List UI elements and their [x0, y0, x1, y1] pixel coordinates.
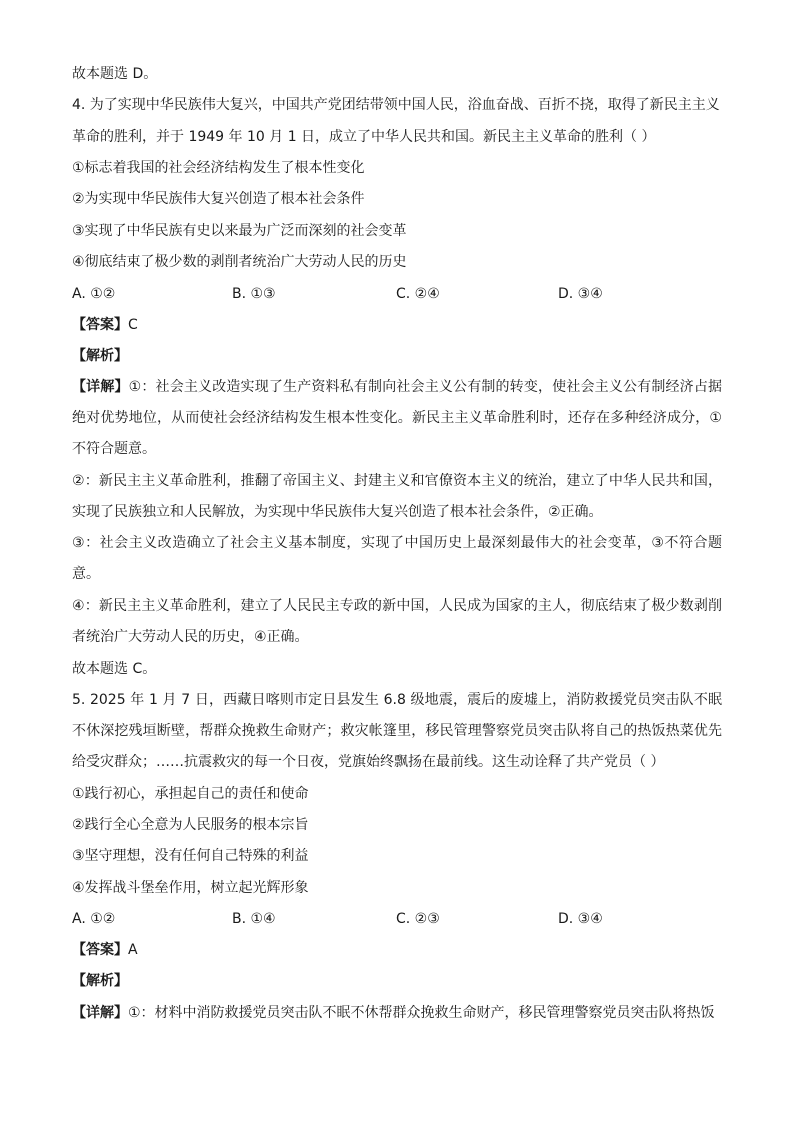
q5-statement-2: ②践行全心全意为人民服务的根本宗旨: [72, 817, 309, 833]
q5-detail-1: [72, 1003, 732, 1023]
q4-detail-3: ③：社会主义改造确立了社会主义基本制度，实现了中国历史上最深刻最伟大的社会变革，③不符合题意。: [72, 535, 722, 582]
prev-conclusion: 故本题选 D。: [72, 66, 158, 82]
q4-option-d: D. ③④: [558, 286, 603, 302]
q5-answer: A: [128, 942, 138, 958]
q4-option-b: B. ①③: [232, 286, 276, 302]
q4-detail-1: [72, 372, 722, 465]
q4-analysis-tag: [72, 346, 732, 366]
q5-statement-1: ①践行初心，承担起自己的责任和使命: [72, 786, 309, 802]
q4-stem-line-2: 革命的胜利，并于 1949 年 10 月 1 日，成立了中华人民共和国。新民主主义革命的胜利（ ）: [72, 129, 656, 145]
q4-statement-1: ①标志着我国的社会经济结构发生了根本性变化: [72, 160, 365, 176]
q5-stem: 5. 2025 年 1 月 7 日，西藏日喀则市定日县发生 6.8 级地震，震后的废墟上，消防救援党员突击队不眠不休深挖残垣断壁，帮群众挽救生命财产；救灾帐篷里，移民管理警察党员突击队将自己的热饭热菜优先给受灾群众；……抗震救灾的每一个日夜，党旗始终飘扬在最前线。这生动诠释了共产党员（ ）: [72, 692, 722, 770]
q4-detail-1-text: ①：社会主义改造实现了生产资料私有制向社会主义公有制的转变，使社会主义公有制经济占据绝对优势地位，从而使社会经济结构发生根本性变化。新民主主义革命胜利时，还存在多种经济成分，①不符合题意。: [72, 379, 722, 457]
answer-tag: 【答案】: [72, 942, 128, 958]
q4-detail-4: ④：新民主主义革命胜利，建立了人民民主专政的新中国，人民成为国家的主人，彻底结束了极少数剥削者统治广大劳动人民的历史，④正确。: [72, 598, 722, 645]
q5-option-c: C. ②③: [396, 911, 440, 927]
q4-statement-3: ③实现了中华民族有史以来最为广泛而深刻的社会变革: [72, 223, 407, 239]
q4-statement-2: ②为实现中华民族伟大复兴创造了根本社会条件: [72, 191, 365, 207]
q5-answer-row: [72, 940, 732, 960]
detail-tag: 【详解】: [72, 1005, 128, 1021]
q5-statement-3: ③坚守理想，没有任何自己特殊的利益: [72, 848, 309, 864]
q5-analysis-tag: [72, 971, 732, 991]
q4-answer-row: [72, 315, 732, 335]
q4-answer: C: [128, 317, 138, 333]
q5-option-d: D. ③④: [558, 911, 603, 927]
q5-option-a: A. ①②: [72, 911, 116, 927]
q5-statement-4: ④发挥战斗堡垒作用，树立起光辉形象: [72, 880, 309, 896]
q4-stem-line-1: 4. 为了实现中华民族伟大复兴，中国共产党团结带领中国人民，浴血奋战、百折不挠，取得了新民主主义: [72, 97, 720, 113]
q5-detail-1-text: ①：材料中消防救援党员突击队不眠不休帮群众挽救生命财产，移民管理警察党员突击队将热饭: [128, 1005, 715, 1021]
analysis-tag: 【解析】: [72, 348, 128, 364]
q4-conclusion: 故本题选 C。: [72, 661, 157, 677]
detail-tag: 【详解】: [72, 379, 129, 395]
answer-tag: 【答案】: [72, 317, 128, 333]
q5-option-b: B. ①④: [232, 911, 276, 927]
q4-detail-2: ②：新民主主义革命胜利，推翻了帝国主义、封建主义和官僚资本主义的统治，建立了中华人民共和国，实现了民族独立和人民解放，为实现中华民族伟大复兴创造了根本社会条件，②正确。: [72, 473, 722, 520]
q4-statement-4: ④彻底结束了极少数的剥削者统治广大劳动人民的历史: [72, 254, 407, 270]
q4-option-a: A. ①②: [72, 286, 116, 302]
analysis-tag: 【解析】: [72, 973, 128, 989]
q4-option-c: C. ②④: [396, 286, 440, 302]
